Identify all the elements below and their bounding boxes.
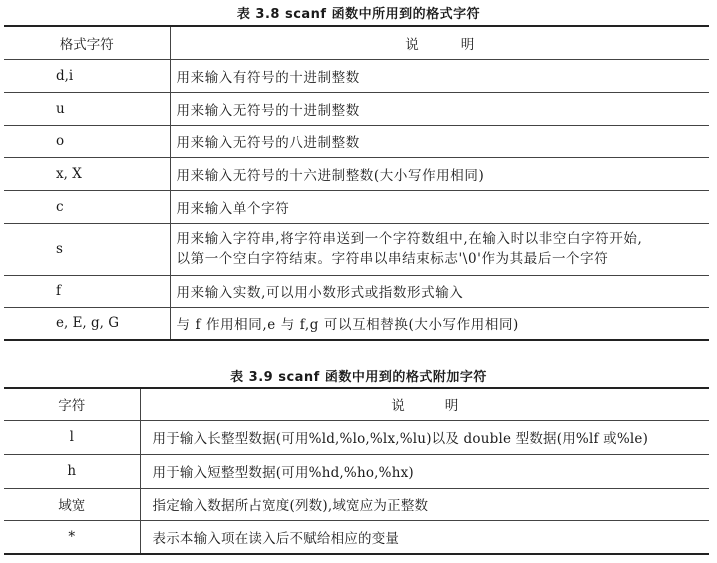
- header-description: [170, 26, 709, 59]
- table-row: [4, 92, 709, 125]
- table-row: [4, 488, 709, 520]
- modifier-code: *: [4, 520, 140, 554]
- modifier-description: 用于输入短整型数据(可用%hd,%ho,%hx): [140, 454, 709, 488]
- format-description: [170, 223, 709, 275]
- table-row: [4, 420, 709, 454]
- format-description: 用来输入无符号的十进制整数: [170, 92, 709, 125]
- table-row: [4, 157, 709, 190]
- table-row: [4, 190, 709, 223]
- format-description-line-2: 以第一个空白字符结束。字符串以串结束标志'\0'作为其最后一个字符: [176, 251, 609, 267]
- modifier-description: 表示本输入项在读入后不赋给相应的变量: [140, 520, 709, 554]
- table-row: [4, 307, 709, 340]
- table-header-row: [4, 388, 709, 420]
- format-code: x, X: [4, 157, 170, 190]
- format-code: f: [4, 275, 170, 307]
- table-row: [4, 275, 709, 307]
- table-row: [4, 520, 709, 554]
- format-code: u: [4, 92, 170, 125]
- format-description-line-1: 用来输入字符串,将字符串送到一个字符数组中,在输入时以非空白字符开始,: [176, 231, 643, 247]
- modifier-description: 指定输入数据所占宽度(列数),域宽应为正整数: [140, 488, 709, 520]
- header-format-char: 格式字符: [4, 26, 170, 59]
- table-row: [4, 59, 709, 92]
- format-description: 用来输入无符号的十六进制整数(大小写作用相同): [170, 157, 709, 190]
- format-code: c: [4, 190, 170, 223]
- table-3-9-caption: 表 3.9 scanf 函数中用到的格式附加字符: [230, 370, 487, 385]
- format-code: o: [4, 125, 170, 157]
- format-description: 用来输入有符号的十进制整数: [170, 59, 709, 92]
- table-row: [4, 125, 709, 157]
- format-description: 用来输入单个字符: [170, 190, 709, 223]
- modifier-code: h: [4, 454, 140, 488]
- table-3-8-caption: 表 3.8 scanf 函数中所用到的格式字符: [236, 7, 481, 22]
- format-description: 用来输入实数,可以用小数形式或指数形式输入: [170, 275, 709, 307]
- header-description-label: 说明: [405, 36, 517, 53]
- modifier-code: l: [4, 420, 140, 454]
- table-row: [4, 223, 709, 275]
- format-code: s: [4, 223, 170, 275]
- format-description: 用来输入无符号的八进制整数: [170, 125, 709, 157]
- header-description-label: 说明: [391, 398, 499, 415]
- format-code: d,i: [4, 59, 170, 92]
- format-characters-table: [4, 25, 709, 341]
- modifier-characters-table: [4, 387, 709, 555]
- table-header-row: [4, 26, 709, 59]
- format-code: e, E, g, G: [4, 307, 170, 340]
- header-description: [140, 388, 709, 420]
- table-row: [4, 454, 709, 488]
- header-char: 字符: [4, 388, 140, 420]
- modifier-description: 用于输入长整型数据(可用%ld,%lo,%lx,%lu)以及 double 型数据(用%lf 或%le): [140, 420, 709, 454]
- format-description: 与 f 作用相同,e 与 f,g 可以互相替换(大小写作用相同): [170, 307, 709, 340]
- modifier-code: 域宽: [4, 488, 140, 520]
